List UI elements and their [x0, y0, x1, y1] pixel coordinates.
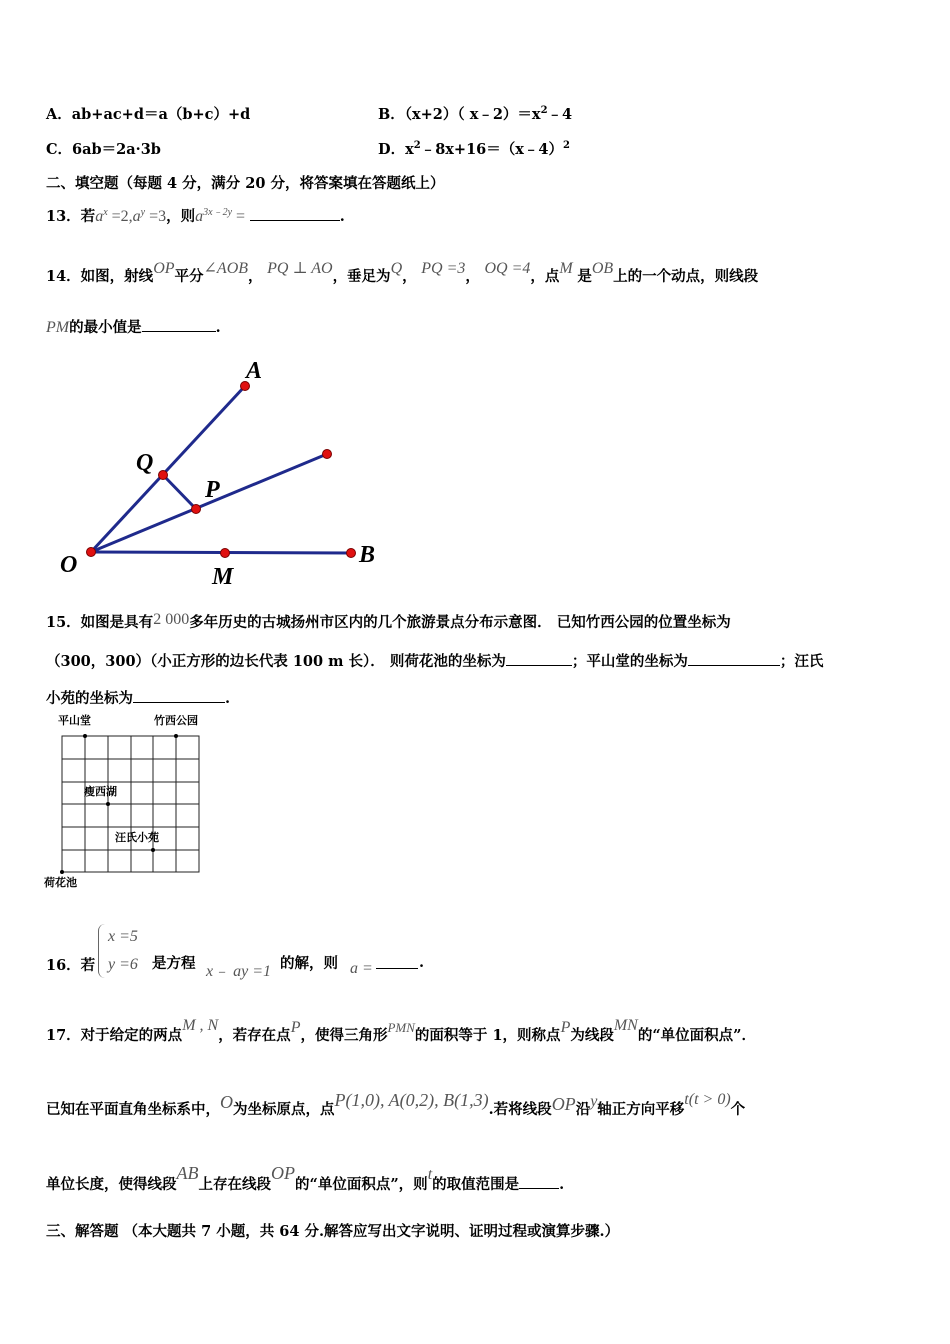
question-17-line3: 单位长度，使得线段AB上存在线段OP的“单位面积点”，则t的取值范围是 .: [46, 1163, 565, 1193]
point-p: [192, 505, 201, 514]
label-b: B: [359, 542, 376, 568]
label-p: P: [205, 477, 220, 503]
dot-hehuachi: [60, 870, 64, 874]
option-d: D．$x^2﹣8x+16=(x﹣4)^2$: [378, 140, 570, 158]
label-wangshi: 汪氏小苑: [115, 831, 159, 844]
label-o: O: [60, 552, 78, 578]
question-17-line2: 已知在平面直角坐标系中，O为坐标原点，点P(1,0), A(0,2), B(1,3).若将线段OP沿y轴正方向平移t(t > 0)个: [46, 1090, 746, 1118]
segment-pq: [163, 475, 196, 509]
question-14-line1: 14．如图，射线OP平分∠AOB， PQ ⊥ AO，垂足为Q， PQ =3， OQ =4，点M 是OB上的一个动点，则线段: [46, 260, 759, 285]
question-15-line3: 小苑的坐标为 .: [46, 690, 231, 707]
dot-pingshantang: [83, 734, 87, 738]
option-c: C．6ab＝2a·3b: [46, 141, 161, 158]
label-shouxihu: 瘦西湖: [84, 785, 117, 798]
question-15-line2: （300，300）（小正方形的边长代表 100 m 长）． 则荷花池的坐标为 ；平山堂的坐标为 ；汪氏: [46, 653, 824, 670]
label-a: A: [246, 358, 263, 384]
section-3-title: 三、解答题 （本大题共 7 小题，共 64 分.解答应写出文字说明、证明过程或演算步骤.）: [46, 1223, 620, 1240]
point-m: [221, 549, 230, 558]
answer-blank-17[interactable]: [519, 1174, 559, 1189]
point-end-op: [323, 450, 332, 459]
label-zhuxi: 竹西公园: [154, 714, 198, 727]
dot-zhuxi: [174, 734, 178, 738]
ray-op: [91, 454, 327, 552]
answer-blank-14[interactable]: [142, 317, 216, 332]
dot-shouxihu: [106, 802, 110, 806]
answer-blank-16[interactable]: [376, 954, 418, 969]
label-m: M: [212, 564, 234, 590]
section-2-title: 二、填空题（每题 4 分，满分 20 分，将答案填在答题纸上）: [46, 175, 445, 192]
point-o: [87, 548, 96, 557]
answer-blank-15b[interactable]: [688, 651, 780, 666]
q15-map: [40, 710, 240, 900]
question-15-line1: 15．如图是具有2 000多年历史的古城扬州市区内的几个旅游景点分布示意图． 已知竹西公园的位置坐标为: [46, 611, 731, 631]
option-a: A．ab+ac+d＝a（b+c）+d: [46, 106, 251, 123]
label-hehuachi: 荷花池: [44, 876, 77, 889]
label-q: Q: [136, 450, 154, 476]
dot-wangshi: [151, 848, 155, 852]
point-q: [159, 471, 168, 480]
option-b: B．（x+2）（ $x﹣2)=x^2﹣4$: [378, 105, 573, 123]
answer-blank-15c[interactable]: [133, 688, 225, 703]
question-13: 13．若$a^x =2,a^y =3$，则$a^{3x﹣2y}$ = .: [46, 207, 345, 225]
system-brace: [98, 924, 105, 978]
question-17-line1: 17．对于给定的两点M , N，若存在点P，使得三角形PMN的面积等于 1，则称点P为线段MN的“单位面积点”．: [46, 1017, 757, 1044]
question-14-line2: PM的最小值是 .: [46, 319, 221, 336]
answer-blank-15a[interactable]: [506, 651, 572, 666]
ray-oa: [91, 386, 245, 552]
point-b: [347, 549, 356, 558]
label-pingshantang: 平山堂: [58, 714, 91, 727]
answer-blank-13[interactable]: [250, 206, 340, 221]
q14-figure: [50, 350, 390, 590]
